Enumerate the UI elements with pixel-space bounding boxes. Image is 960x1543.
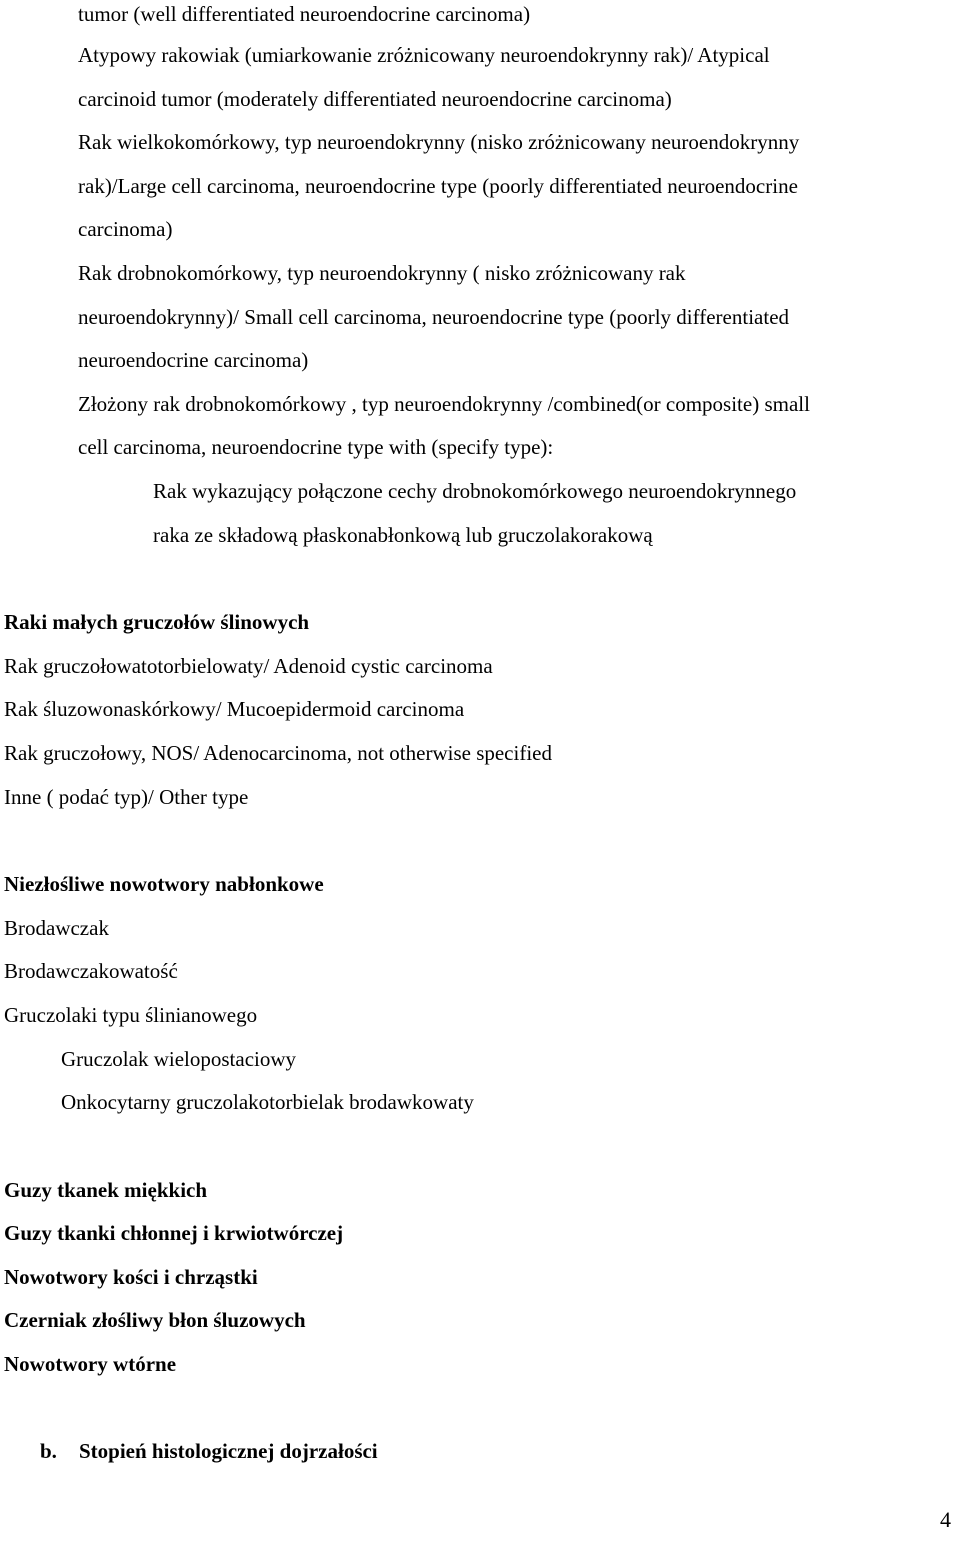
list-item: Inne ( podać typ)/ Other type [4, 785, 249, 809]
text-line: carcinoma) [78, 217, 173, 241]
sub-list-item: Onkocytarny gruczolakotorbielak brodawkowaty [61, 1090, 474, 1114]
indented-text-line: raka ze składową płaskonabłonkową lub gruczolakorakową [153, 523, 653, 547]
text-line: neuroendokrynny)/ Small cell carcinoma, neuroendocrine type (poorly differentiated [78, 305, 790, 329]
section-heading: Niezłośliwe nowotwory nabłonkowe [4, 872, 324, 896]
sub-list-item: Gruczolak wielopostaciowy [61, 1047, 297, 1071]
list-item: Rak gruczołowatotorbielowaty/ Adenoid cystic carcinoma [4, 654, 493, 678]
subsection-marker: b. [40, 1439, 57, 1463]
subsection-title: Stopień histologicznej dojrzałości [79, 1439, 378, 1463]
page-number: 4 [940, 1507, 951, 1532]
text-line: tumor (well differentiated neuroendocrine carcinoma) [78, 2, 531, 26]
text-line: cell carcinoma, neuroendocrine type with (specify type): [78, 435, 554, 459]
section-heading: Guzy tkanek miękkich [4, 1178, 208, 1202]
section-heading: Raki małych gruczołów ślinowych [4, 610, 310, 634]
list-item: Brodawczak [4, 916, 109, 940]
text-line: Atypowy rakowiak (umiarkowanie zróżnicowany neuroendokrynny rak)/ Atypical [78, 43, 770, 67]
text-line: neuroendocrine carcinoma) [78, 348, 309, 372]
list-item: Rak gruczołowy, NOS/ Adenocarcinoma, not otherwise specified [4, 741, 552, 765]
list-item: Gruczolaki typu ślinianowego [4, 1003, 258, 1027]
section-heading: Nowotwory wtórne [4, 1352, 177, 1376]
list-item: Brodawczakowatość [4, 959, 178, 983]
indented-text-line: Rak wykazujący połączone cechy drobnokomórkowego neuroendokrynnego [153, 479, 797, 503]
section-heading: Nowotwory kości i chrząstki [4, 1265, 258, 1289]
section-heading: Guzy tkanki chłonnej i krwiotwórczej [4, 1221, 344, 1245]
text-line: Rak wielkokomórkowy, typ neuroendokrynny (nisko zróżnicowany neuroendokrynny [78, 130, 800, 154]
text-line: Złożony rak drobnokomórkowy , typ neuroendokrynny /combined(or composite) small [78, 392, 810, 416]
text-line: Rak drobnokomórkowy, typ neuroendokrynny ( nisko zróżnicowany rak [78, 261, 686, 285]
section-heading: Czerniak złośliwy błon śluzowych [4, 1308, 306, 1332]
text-line: rak)/Large cell carcinoma, neuroendocrine type (poorly differentiated neuroendocrine [78, 174, 798, 198]
text-line: carcinoid tumor (moderately differentiated neuroendocrine carcinoma) [78, 87, 672, 111]
list-item: Rak śluzowonaskórkowy/ Mucoepidermoid carcinoma [4, 697, 465, 721]
